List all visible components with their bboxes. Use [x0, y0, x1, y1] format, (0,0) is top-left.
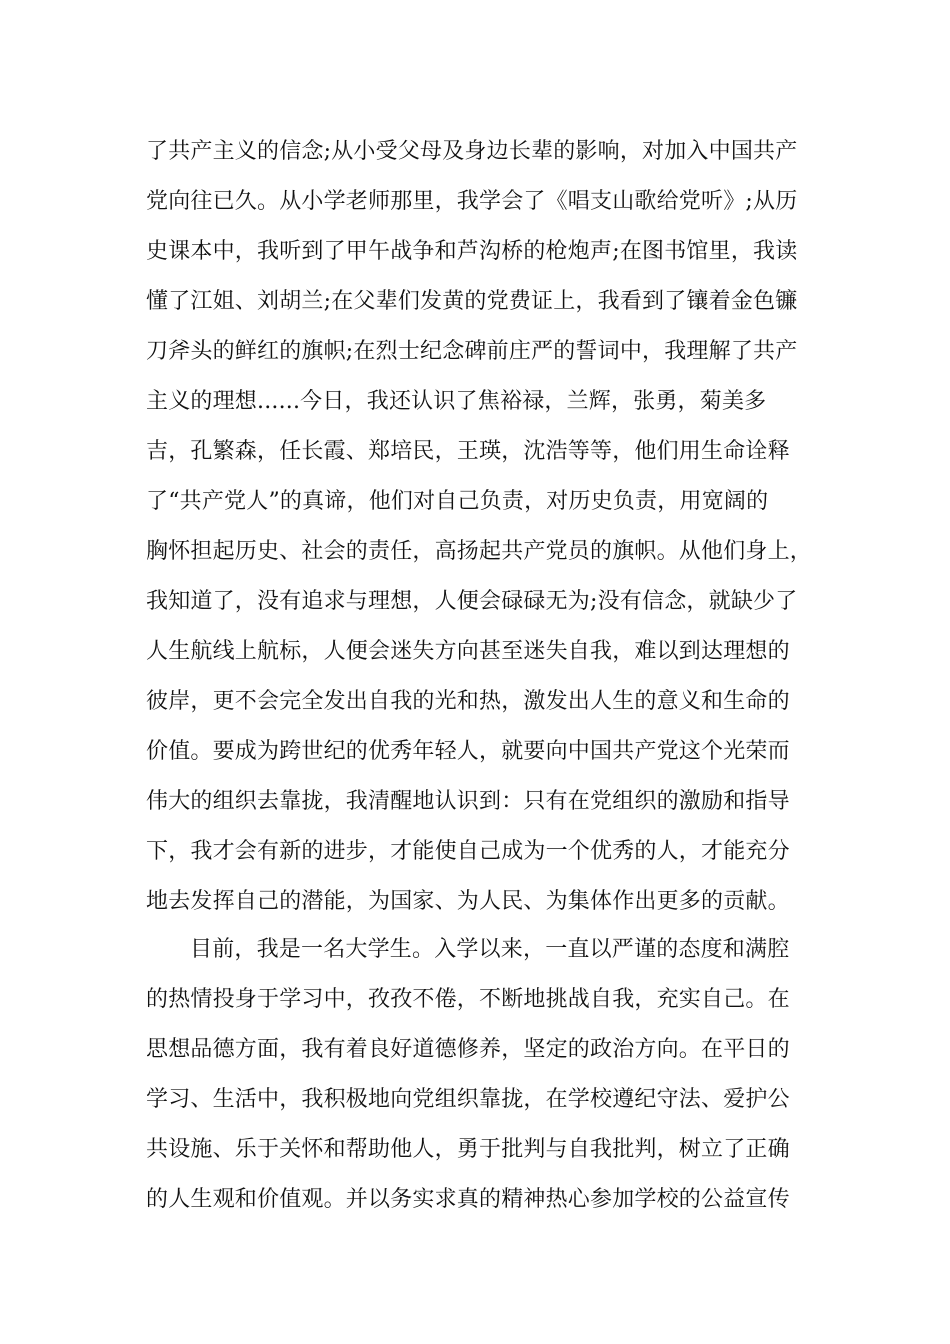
text-line: 彼岸，更不会完全发出自我的光和热，激发出人生的意义和生命的 — [146, 689, 790, 714]
text-line: 学习、生活中，我积极地向党组织靠拢，在学校遵纪守法、爱护公 — [146, 1087, 790, 1112]
text-line: 我知道了，没有追求与理想，人便会碌碌无为;没有信念，就缺少了 — [146, 589, 798, 614]
text-line: 了“共产党人”的真谛，他们对自己负责，对历史负责，用宽阔的 — [146, 489, 769, 514]
text-line: 主义的理想......今日，我还认识了焦裕禄，兰辉，张勇，菊美多 — [146, 389, 767, 414]
text-line: 了共产主义的信念;从小受父母及身边长辈的影响，对加入中国共产 — [146, 139, 798, 164]
text-line: 懂了江姐、刘胡兰;在父辈们发黄的党费证上，我看到了镶着金色镰 — [146, 289, 798, 314]
paragraph-2 — [146, 925, 818, 1225]
text-line: 下，我才会有新的进步，才能使自己成为一个优秀的人，才能充分 — [146, 839, 790, 864]
text-line: 人生航线上航标，人便会迷失方向甚至迷失自我，难以到达理想的 — [146, 639, 790, 664]
text-line: 目前，我是一名大学生。入学以来，一直以严谨的态度和满腔 — [190, 937, 790, 962]
text-line: 刀斧头的鲜红的旗帜;在烈士纪念碑前庄严的誓词中，我理解了共产 — [146, 339, 798, 364]
text-line: 胸怀担起历史、社会的责任，高扬起共产党员的旗帜。从他们身上， — [146, 539, 813, 564]
text-line: 的热情投身于学习中，孜孜不倦，不断地挑战自我，充实自己。在 — [146, 987, 790, 1012]
text-line: 党向往已久。从小学老师那里，我学会了《唱支山歌给党听》;从历 — [146, 189, 798, 214]
paragraph-1 — [146, 127, 818, 927]
text-line: 思想品德方面，我有着良好道德修养，坚定的政治方向。在平日的 — [146, 1037, 790, 1062]
text-line: 的人生观和价值观。并以务实求真的精神热心参加学校的公益宣传 — [146, 1187, 790, 1212]
text-line: 史课本中，我听到了甲午战争和芦沟桥的枪炮声;在图书馆里，我读 — [146, 239, 798, 264]
text-line: 伟大的组织去靠拢，我清醒地认识到：只有在党组织的激励和指导 — [146, 789, 790, 814]
text-line: 吉，孔繁森，任长霞、郑培民，王瑛，沈浩等等，他们用生命诠释 — [146, 439, 790, 464]
text-line: 价值。要成为跨世纪的优秀年轻人，就要向中国共产党这个光荣而 — [146, 739, 790, 764]
text-line: 地去发挥自己的潜能，为国家、为人民、为集体作出更多的贡献。 — [146, 889, 790, 914]
text-line: 共设施、乐于关怀和帮助他人，勇于批判与自我批判，树立了正确 — [146, 1137, 790, 1162]
